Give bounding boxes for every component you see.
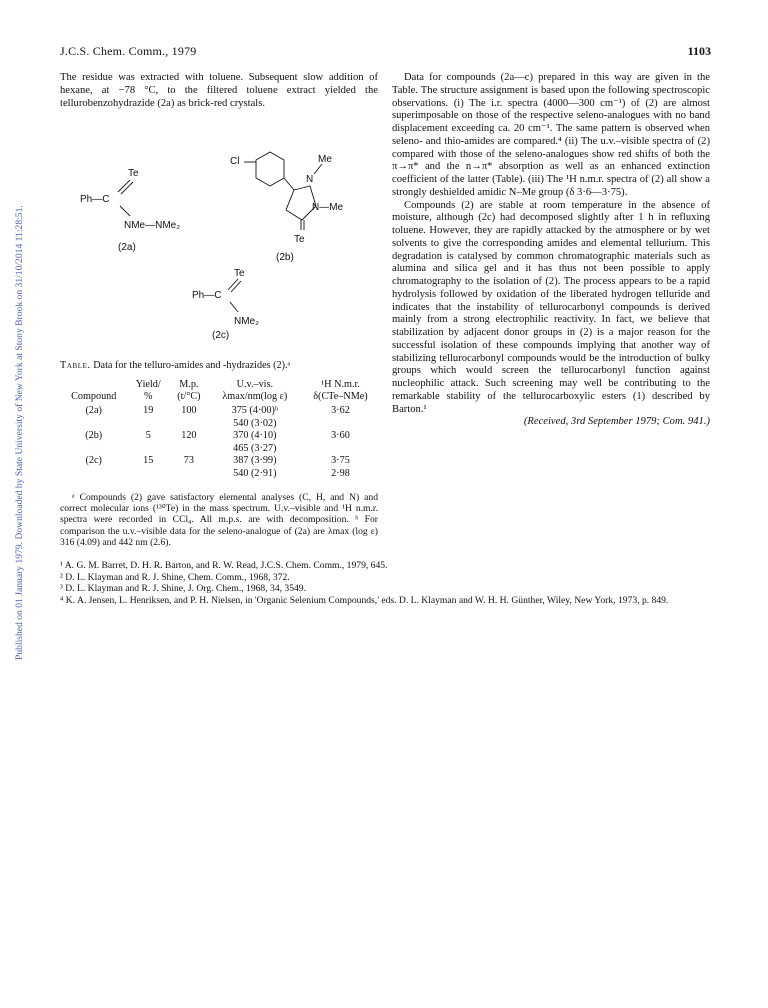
running-head: J.C.S. Chem. Comm., 1979	[60, 44, 197, 58]
received-line: (Received, 3rd September 1979; Com. 941.)	[523, 416, 710, 428]
reference-item: ¹ A. G. M. Barret, D. H. R. Barton, and R. W. Read, J.C.S. Chem. Comm., 1979, 645.	[60, 560, 388, 571]
cell-nmr: 3·75 2·98	[331, 455, 350, 479]
s2c-ph: Ph—C	[192, 290, 222, 301]
right-column	[392, 72, 710, 429]
col-header-compound: Compound	[71, 391, 117, 402]
cell-compound: (2b)	[85, 430, 103, 441]
s2c-te: Te	[234, 268, 245, 279]
reference-item: ² D. L. Klayman and R. J. Shine, Chem. Comm., 1968, 372.	[60, 571, 290, 583]
table-row	[60, 455, 380, 480]
table-row	[60, 430, 380, 455]
s2c-label: (2c)	[212, 330, 230, 340]
s2b-n1: N	[306, 174, 314, 185]
s2a-sub: NMe—NMe₂	[124, 220, 181, 231]
page-number: 1103	[687, 44, 711, 58]
structure-2b	[230, 152, 344, 263]
table-header-row	[60, 379, 380, 403]
left-paragraph: The residue was extracted with toluene. Subsequent slow addition of hexane, at −78 °C, to the filtered toluene extract yielded the tellurobenzohydrazide (2a) as brick-red crystals.	[60, 72, 378, 109]
cell-compound: (2a)	[85, 405, 102, 416]
s2b-label: (2b)	[276, 252, 294, 263]
cell-mp: 100	[181, 405, 197, 416]
left-column	[60, 72, 378, 110]
structure-drawing	[80, 150, 380, 340]
s2c-sub: NMe₂	[234, 316, 259, 327]
right-paragraph-1: Data for compounds (2a—c) prepared in this way are given in the Table. The structure assignment is based upon the following spectroscopic observations. (i) The i.r. spectra (4000—300 cm⁻¹) of (2) are almost superimposable on those of the respective seleno-analogues with no band displacement exceeding ca. 20 cm⁻¹. The same pattern is observed when seleno- and thio-amides are compared.⁴ (ii) The u.v.–visible spectra of (2) compared with those of the seleno-analogues show red shifts of both the π→π* and the n→π* absorption as well as an enhanced extinction coefficient of the latter (Table). (iii) The ¹H n.m.r. spectra of (2) all show a strongly deshielded amidic N–Me group (δ 3·6—3·75).	[392, 72, 710, 198]
right-paragraph-2: Compounds (2) are stable at room temperature in the absence of moisture, although (2c) had decomposed slightly after 1 h in refluxing toluene. However, they are rapidly attacked by the atmosphere or by wet solvents to give the corresponding amides and elemental tellurium. This degradation is catalysed by common chromatographic materials such as alumina and silica gel and it has thus not been possible to apply chromatography to the isolation of (2). The process appears to be a rapid hydrolysis followed by oxidation of the liberated hydrogen telluride and indicates that the instability of tellurocarbonyl compounds is derived mainly from a strong electrophilic reactivity. In fact, we believe that stabilization by adjacent donor groups in (2) is a major reason for the successful isolation of these compounds implying that another way of stabilizing tellurocarbonyl compounds would be the introduction of bulky groups which would screen the tellurocarbonyl function against nucleophilic attack. Such screening may well be contributing to the remarkable stability of the tellurocarboxylic esters (1) described by Barton.¹	[392, 199, 710, 415]
s2a-ph: Ph—C	[80, 194, 110, 205]
table-footnote: ᵃ Compounds (2) gave satisfactory elemental analyses (C, H, and N) and correct molecular ions (¹³⁰Te) in the mass spectrum. U.v.–visible and ¹H n.m.r. spectra were recorded in CCl₄. All m.p.s. are with decomposition. ᵇ For comparison the u.v.–visible data for the seleno-analogue of (2a) are λmax (log ε) 316 (4.09) and 442 nm (2.6).	[60, 491, 378, 549]
data-table-block	[60, 360, 380, 480]
chemical-structures	[80, 150, 380, 340]
cell-mp: 120	[181, 430, 197, 441]
cell-yield: 19	[143, 405, 154, 416]
s2b-me: Me	[318, 154, 332, 165]
col-header-uv: U.v.–vis. λmax/nm(log ε)	[222, 379, 288, 402]
cell-compound: (2c)	[85, 455, 102, 466]
cell-mp: 73	[183, 455, 194, 466]
s2b-n2: N—Me	[312, 202, 344, 213]
s2b-te: Te	[294, 234, 305, 245]
cell-yield: 15	[143, 455, 154, 466]
table-row	[60, 403, 380, 430]
download-watermark-text: Published on 01 January 1979. Downloaded by State University of New York at Stony Brook on 31/10/2014 11:28:51.	[14, 205, 25, 660]
cell-yield: 5	[145, 430, 151, 441]
reference-item: ³ D. L. Klayman and R. J. Shine, J. Org. Chem., 1968, 34, 3549.	[60, 583, 306, 595]
reference-item: ⁴ K. A. Jensen, L. Henriksen, and P. H. Nielsen, in 'Organic Selenium Compounds,' eds. D. L. Klayman and W. H. H. Günther, Wiley, New York, 1973, p. 849.	[60, 594, 669, 606]
cell-nmr: 3·60	[331, 430, 350, 441]
table-caption	[60, 360, 380, 371]
s2a-te: Te	[128, 168, 139, 179]
cell-uv: 370 (4·10) 465 (3·27)	[233, 430, 277, 454]
col-header-mp: M.p. (t/°C)	[177, 379, 201, 402]
data-table	[60, 379, 380, 480]
cell-uv: 375 (4·00)ᵇ 540 (3·02)	[231, 405, 279, 429]
download-watermark	[2, 60, 25, 660]
cell-uv: 387 (3·99) 540 (2·91)	[233, 455, 277, 479]
s2b-cl: Cl	[230, 156, 240, 167]
structure-2a	[80, 168, 180, 253]
s2a-label: (2a)	[118, 242, 136, 253]
col-header-nmr: ¹H N.m.r. δ(CTe–NMe)	[313, 379, 368, 402]
col-header-yield: Yield/ %	[135, 379, 161, 402]
cell-nmr: 3·62	[331, 405, 350, 416]
structure-2c	[192, 268, 259, 340]
references	[60, 560, 712, 606]
table-caption-label: Table.	[60, 360, 91, 371]
table-caption-text: Data for the telluro-amides and -hydrazides (2).ᵃ	[93, 360, 291, 371]
